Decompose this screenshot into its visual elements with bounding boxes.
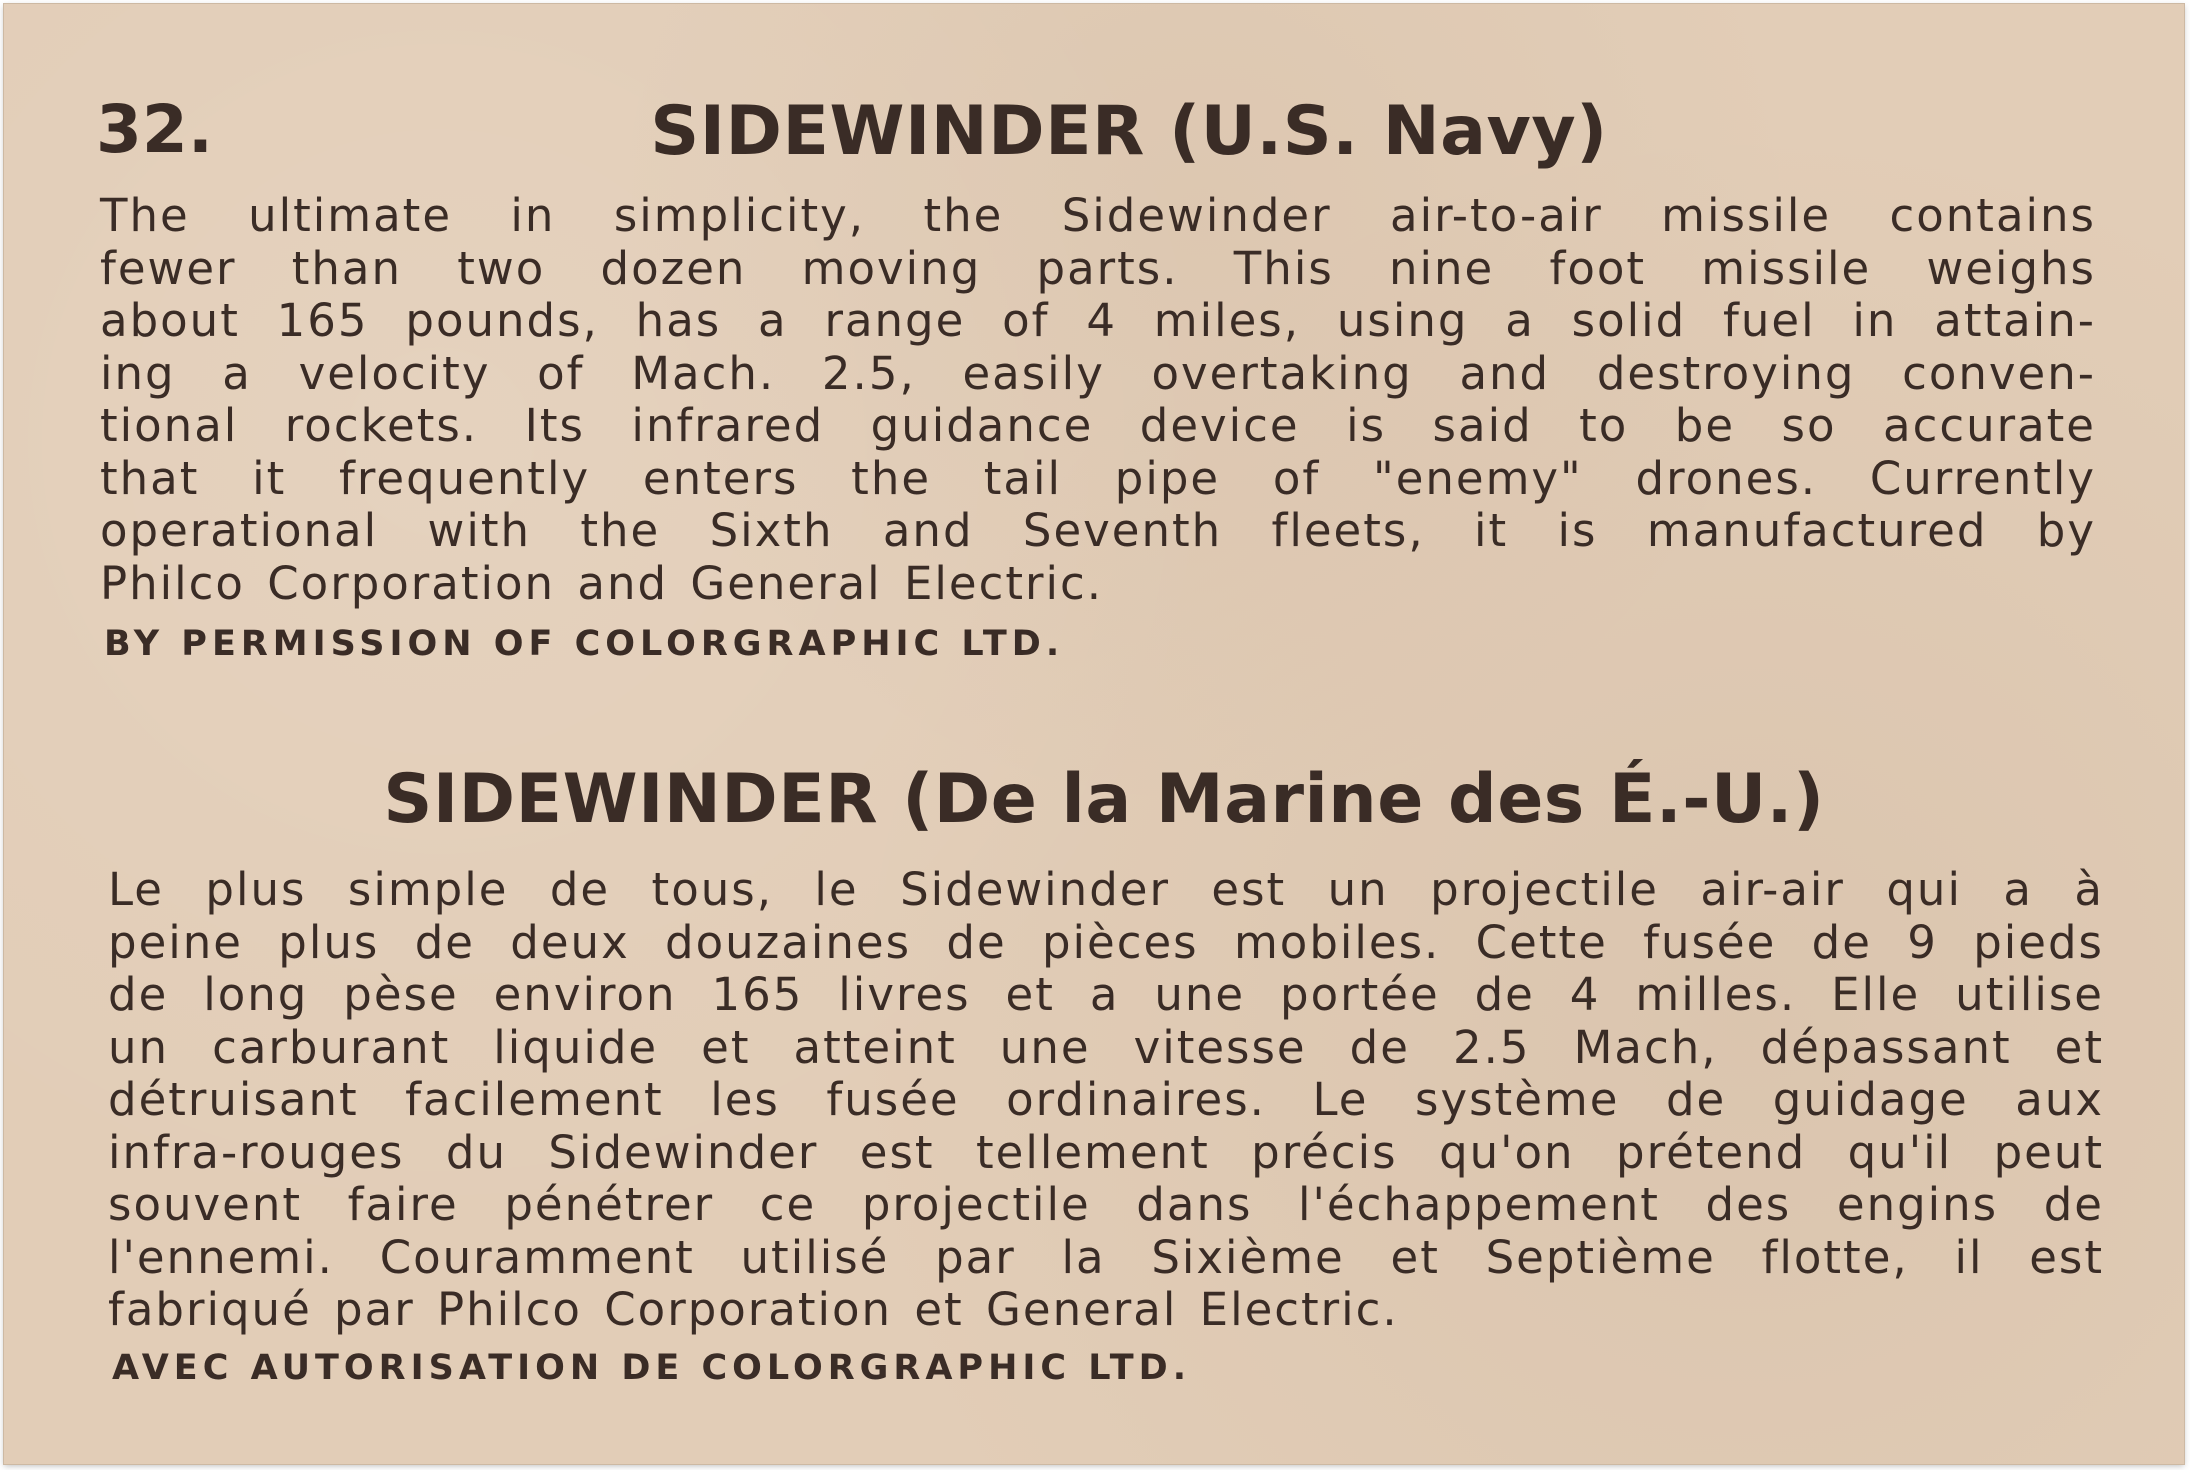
french-line: infra-rouges du Sidewinder est tellement précis qu'on prétend qu'il peut	[108, 1125, 2104, 1179]
english-line: Philco Corporation and General Electric.	[100, 556, 1104, 610]
french-line: l'ennemi. Couramment utilisé par la Sixième et Septième flotte, il est	[108, 1230, 2104, 1284]
english-line: operational with the Sixth and Seventh fleets, it is manufactured by	[100, 504, 2096, 557]
french-line: fabriqué par Philco Corporation et General Electric.	[108, 1283, 1399, 1336]
french-line: peine plus de deux douzaines de pièces mobiles. Cette fusée de 9 pieds	[108, 915, 2104, 969]
french-title: SIDEWINDER (De la Marine des É.-U.)	[383, 760, 1825, 839]
english-line: ing a velocity of Mach. 2.5, easily overtaking and destroying conven-	[100, 346, 2096, 400]
card-number: 32.	[96, 91, 213, 168]
french-line: de long pèse environ 165 livres et a une portée de 4 milles. Elle utilise	[108, 968, 2104, 1021]
english-line: fewer than two dozen moving parts. This nine foot missile weighs	[100, 241, 2096, 295]
english-credit: BY PERMISSION OF COLORGRAPHIC LTD.	[104, 624, 1065, 664]
french-line: détruisant facilement les fusée ordinaires. Le système de guidage aux	[108, 1073, 2104, 1126]
french-description	[108, 864, 2104, 1337]
french-line: souvent faire pénétrer ce projectile dans l'échappement des engins de	[108, 1178, 2104, 1231]
english-title: SIDEWINDER (U.S. Navy)	[650, 92, 1608, 171]
english-description	[100, 190, 2096, 610]
french-line: un carburant liquide et atteint une vitesse de 2.5 Mach, dépassant et	[108, 1020, 2104, 1074]
english-line: about 165 pounds, has a range of 4 miles, using a solid fuel in attain-	[100, 294, 2096, 347]
french-line: Le plus simple de tous, le Sidewinder est un projectile air-air qui a à	[108, 863, 2104, 916]
english-line: that it frequently enters the tail pipe of "enemy" drones. Currently	[100, 451, 2096, 505]
french-credit: AVEC AUTORISATION DE COLORGRAPHIC LTD.	[112, 1348, 1191, 1388]
english-line: The ultimate in simplicity, the Sidewinder air-to-air missile contains	[100, 189, 2096, 242]
english-line: tional rockets. Its infrared guidance device is said to be so accurate	[100, 399, 2096, 452]
trading-card-back	[4, 4, 2184, 1464]
